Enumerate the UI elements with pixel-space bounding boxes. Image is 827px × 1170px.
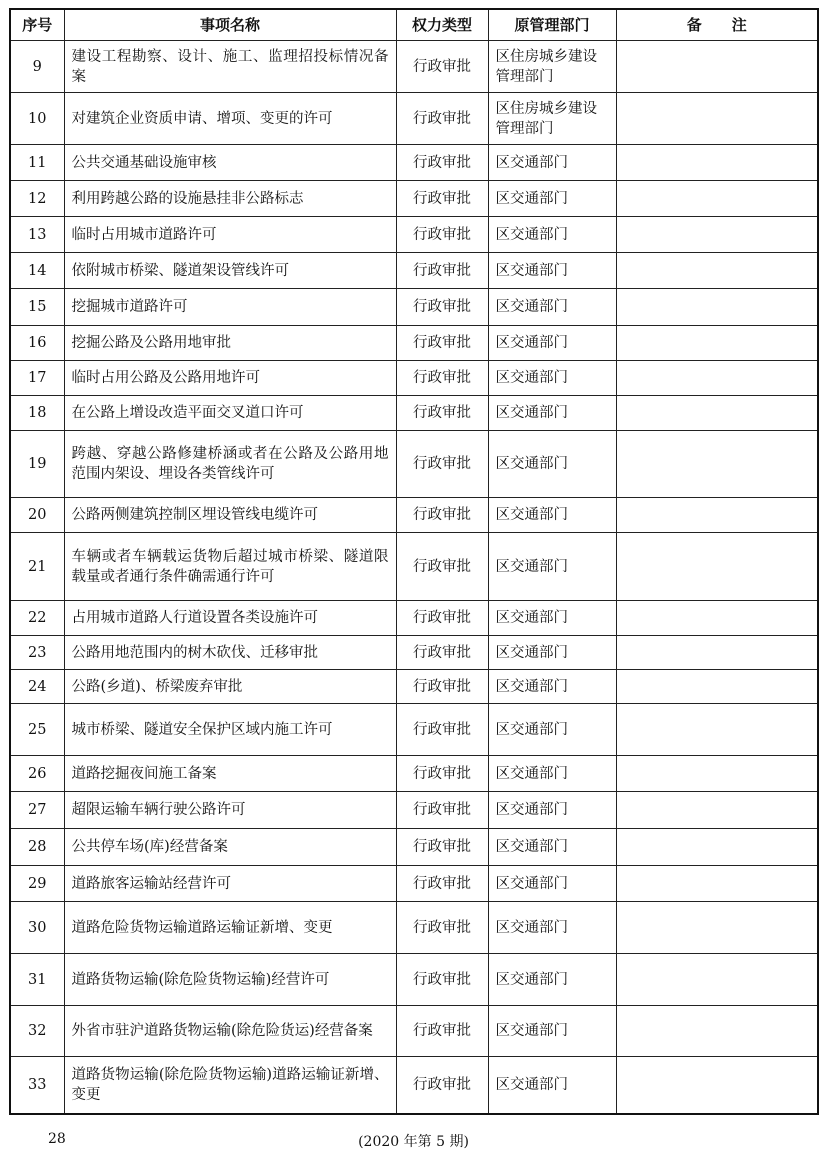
table-row	[10, 498, 818, 533]
cell-name: 车辆或者车辆载运货物后超过城市桥梁、隧道限载量或者通行条件确需通行许可	[64, 533, 396, 601]
cell-type: 行政审批	[396, 396, 488, 431]
cell-note	[616, 866, 818, 902]
page-number: 28	[48, 1131, 66, 1147]
cell-num: 27	[10, 792, 64, 829]
cell-name: 对建筑企业资质申请、增项、变更的许可	[64, 93, 396, 145]
cell-type: 行政审批	[396, 601, 488, 636]
cell-num: 33	[10, 1057, 64, 1114]
table-row	[10, 217, 818, 253]
cell-name: 临时占用公路及公路用地许可	[64, 361, 396, 396]
cell-name: 公共交通基础设施审核	[64, 145, 396, 181]
cell-name: 利用跨越公路的设施悬挂非公路标志	[64, 181, 396, 217]
cell-type: 行政审批	[396, 498, 488, 533]
cell-note	[616, 533, 818, 601]
cell-name: 道路旅客运输站经营许可	[64, 866, 396, 902]
cell-dept: 区交通部门	[488, 253, 616, 289]
cell-type: 行政审批	[396, 431, 488, 498]
cell-name: 挖掘公路及公路用地审批	[64, 326, 396, 361]
cell-dept: 区交通部门	[488, 829, 616, 866]
cell-type: 行政审批	[396, 636, 488, 670]
header-type: 权力类型	[396, 9, 488, 41]
cell-num: 31	[10, 954, 64, 1006]
cell-dept: 区交通部门	[488, 326, 616, 361]
cell-dept: 区交通部门	[488, 866, 616, 902]
cell-type: 行政审批	[396, 670, 488, 704]
cell-dept: 区交通部门	[488, 498, 616, 533]
table-row	[10, 670, 818, 704]
cell-dept: 区交通部门	[488, 1006, 616, 1057]
table-row	[10, 289, 818, 326]
cell-dept: 区住房城乡建设管理部门	[488, 41, 616, 93]
cell-dept: 区交通部门	[488, 361, 616, 396]
cell-dept: 区交通部门	[488, 431, 616, 498]
table-row	[10, 902, 818, 954]
cell-num: 21	[10, 533, 64, 601]
cell-dept: 区交通部门	[488, 396, 616, 431]
cell-dept: 区交通部门	[488, 670, 616, 704]
cell-name: 公路两侧建筑控制区埋设管线电缆许可	[64, 498, 396, 533]
header-name: 事项名称	[64, 9, 396, 41]
cell-num: 29	[10, 866, 64, 902]
table-row	[10, 829, 818, 866]
table-header-row	[10, 9, 818, 41]
cell-num: 22	[10, 601, 64, 636]
cell-note	[616, 41, 818, 93]
cell-type: 行政审批	[396, 704, 488, 756]
cell-type: 行政审批	[396, 93, 488, 145]
cell-num: 12	[10, 181, 64, 217]
cell-dept: 区交通部门	[488, 1057, 616, 1114]
cell-name: 临时占用城市道路许可	[64, 217, 396, 253]
cell-name: 道路货物运输(除危险货物运输)经营许可	[64, 954, 396, 1006]
cell-note	[616, 361, 818, 396]
cell-note	[616, 601, 818, 636]
table-row	[10, 326, 818, 361]
cell-note	[616, 954, 818, 1006]
cell-name: 占用城市道路人行道设置各类设施许可	[64, 601, 396, 636]
cell-note	[616, 326, 818, 361]
cell-note	[616, 792, 818, 829]
table-row	[10, 41, 818, 93]
cell-type: 行政审批	[396, 361, 488, 396]
cell-note	[616, 670, 818, 704]
cell-num: 9	[10, 41, 64, 93]
header-dept: 原管理部门	[488, 9, 616, 41]
issue-label: (2020 年第 5 期)	[358, 1134, 469, 1150]
cell-dept: 区交通部门	[488, 533, 616, 601]
cell-note	[616, 829, 818, 866]
cell-type: 行政审批	[396, 181, 488, 217]
cell-name: 依附城市桥梁、隧道架设管线许可	[64, 253, 396, 289]
cell-note	[616, 253, 818, 289]
cell-note	[616, 1006, 818, 1057]
table-row	[10, 954, 818, 1006]
cell-dept: 区交通部门	[488, 181, 616, 217]
cell-note	[616, 145, 818, 181]
cell-note	[616, 756, 818, 792]
table-row	[10, 431, 818, 498]
cell-name: 道路危险货物运输道路运输证新增、变更	[64, 902, 396, 954]
cell-note	[616, 704, 818, 756]
cell-num: 11	[10, 145, 64, 181]
table-row	[10, 601, 818, 636]
cell-name: 城市桥梁、隧道安全保护区域内施工许可	[64, 704, 396, 756]
cell-note	[616, 93, 818, 145]
cell-type: 行政审批	[396, 902, 488, 954]
cell-type: 行政审批	[396, 326, 488, 361]
cell-dept: 区交通部门	[488, 954, 616, 1006]
cell-num: 13	[10, 217, 64, 253]
table-row	[10, 636, 818, 670]
cell-note	[616, 636, 818, 670]
cell-type: 行政审批	[396, 253, 488, 289]
cell-dept: 区交通部门	[488, 289, 616, 326]
cell-name: 公路用地范围内的树木砍伐、迁移审批	[64, 636, 396, 670]
cell-note	[616, 396, 818, 431]
cell-type: 行政审批	[396, 954, 488, 1006]
cell-dept: 区交通部门	[488, 902, 616, 954]
header-note: 备 注	[616, 9, 818, 41]
cell-note	[616, 498, 818, 533]
cell-num: 18	[10, 396, 64, 431]
cell-num: 10	[10, 93, 64, 145]
table-row	[10, 253, 818, 289]
cell-num: 30	[10, 902, 64, 954]
cell-name: 公共停车场(库)经营备案	[64, 829, 396, 866]
cell-num: 24	[10, 670, 64, 704]
cell-num: 15	[10, 289, 64, 326]
cell-num: 25	[10, 704, 64, 756]
cell-note	[616, 289, 818, 326]
cell-name: 在公路上增设改造平面交叉道口许可	[64, 396, 396, 431]
cell-name: 公路(乡道)、桥梁废弃审批	[64, 670, 396, 704]
cell-type: 行政审批	[396, 866, 488, 902]
cell-name: 建设工程勘察、设计、施工、监理招投标情况备案	[64, 41, 396, 93]
cell-dept: 区交通部门	[488, 145, 616, 181]
permissions-table	[9, 8, 819, 1115]
cell-name: 跨越、穿越公路修建桥涵或者在公路及公路用地范围内架设、埋设各类管线许可	[64, 431, 396, 498]
cell-num: 17	[10, 361, 64, 396]
cell-note	[616, 217, 818, 253]
cell-num: 26	[10, 756, 64, 792]
cell-note	[616, 902, 818, 954]
cell-name: 道路挖掘夜间施工备案	[64, 756, 396, 792]
table-row	[10, 1057, 818, 1114]
cell-type: 行政审批	[396, 145, 488, 181]
cell-dept: 区住房城乡建设管理部门	[488, 93, 616, 145]
cell-name: 道路货物运输(除危险货物运输)道路运输证新增、变更	[64, 1057, 396, 1114]
cell-type: 行政审批	[396, 289, 488, 326]
cell-num: 16	[10, 326, 64, 361]
cell-type: 行政审批	[396, 1006, 488, 1057]
cell-note	[616, 181, 818, 217]
cell-num: 23	[10, 636, 64, 670]
cell-note	[616, 431, 818, 498]
cell-type: 行政审批	[396, 756, 488, 792]
table-row	[10, 533, 818, 601]
table-row	[10, 396, 818, 431]
cell-num: 14	[10, 253, 64, 289]
table-body	[10, 41, 818, 1114]
cell-type: 行政审批	[396, 1057, 488, 1114]
cell-num: 28	[10, 829, 64, 866]
table-row	[10, 361, 818, 396]
cell-type: 行政审批	[396, 41, 488, 93]
table-row	[10, 704, 818, 756]
cell-dept: 区交通部门	[488, 756, 616, 792]
cell-dept: 区交通部门	[488, 792, 616, 829]
cell-dept: 区交通部门	[488, 217, 616, 253]
cell-note	[616, 1057, 818, 1114]
table-row	[10, 792, 818, 829]
cell-dept: 区交通部门	[488, 704, 616, 756]
cell-name: 挖掘城市道路许可	[64, 289, 396, 326]
table-row	[10, 181, 818, 217]
table-row	[10, 1006, 818, 1057]
table-row	[10, 756, 818, 792]
cell-dept: 区交通部门	[488, 601, 616, 636]
table-row	[10, 93, 818, 145]
cell-dept: 区交通部门	[488, 636, 616, 670]
cell-num: 19	[10, 431, 64, 498]
cell-name: 外省市驻沪道路货物运输(除危险货运)经营备案	[64, 1006, 396, 1057]
table-row	[10, 145, 818, 181]
cell-num: 32	[10, 1006, 64, 1057]
header-seq: 序号	[10, 9, 64, 41]
cell-type: 行政审批	[396, 792, 488, 829]
cell-name: 超限运输车辆行驶公路许可	[64, 792, 396, 829]
table-row	[10, 866, 818, 902]
cell-type: 行政审批	[396, 533, 488, 601]
cell-type: 行政审批	[396, 829, 488, 866]
cell-type: 行政审批	[396, 217, 488, 253]
cell-num: 20	[10, 498, 64, 533]
